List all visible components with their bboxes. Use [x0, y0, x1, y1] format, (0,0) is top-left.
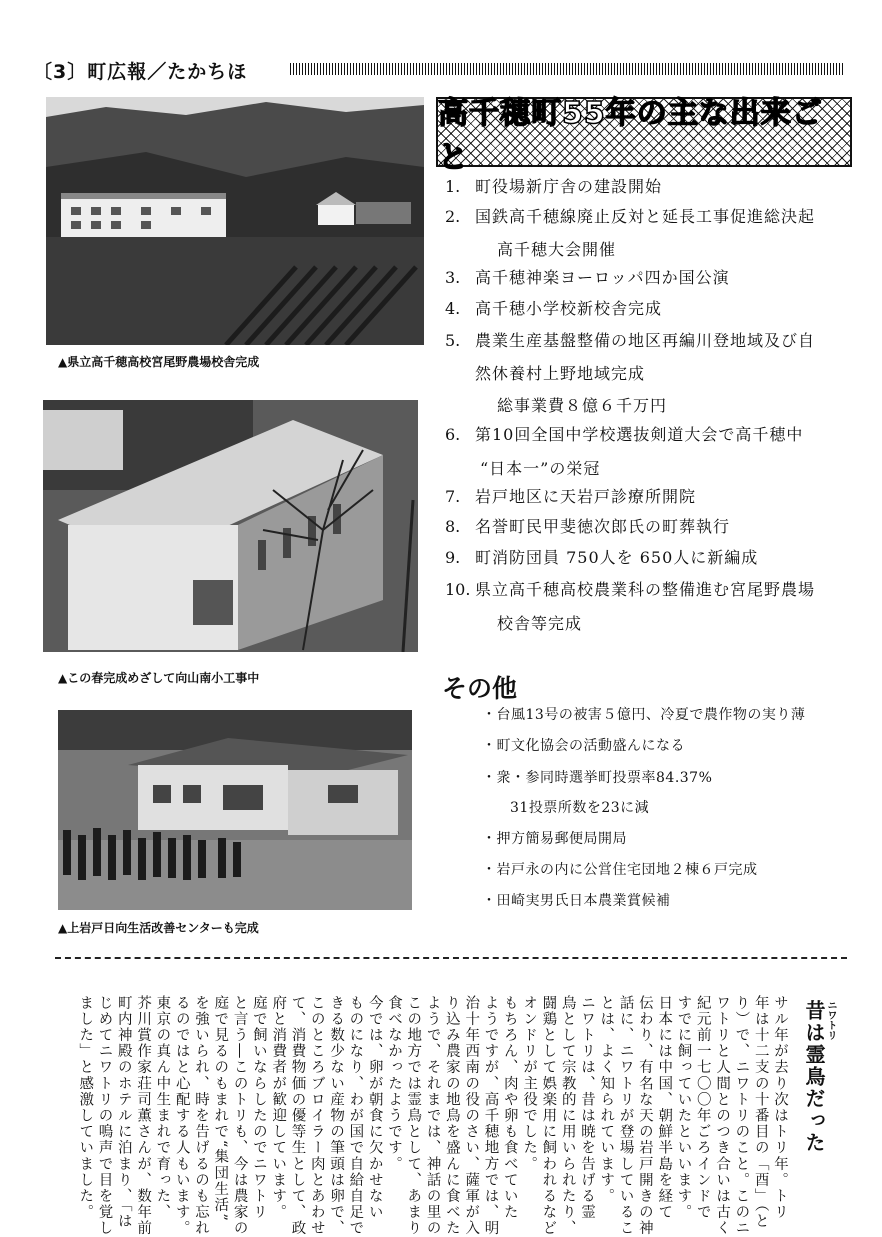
other-item: ・押方簡易郵便局開局 — [482, 831, 627, 847]
column-line: 鳥として宗教的に用いられたり、 — [559, 995, 576, 1237]
column-line: を強いられ、時を告げるのも忘れ — [193, 995, 209, 1237]
event-continuation: 然休養村上野地域完成 — [475, 364, 646, 383]
event-item — [445, 299, 865, 319]
event-text: 岩戸地区に天岩戸診療所開院 — [475, 487, 697, 506]
photo-life-center — [58, 710, 412, 910]
photo-life-center-image — [58, 710, 412, 910]
event-number: 3. — [445, 268, 461, 287]
event-item — [445, 268, 865, 288]
event-item — [445, 580, 865, 600]
event-text: 町消防団員 750人を 650人に新編成 — [475, 548, 759, 567]
photo-farm-school-image — [46, 97, 424, 345]
photo-school-construction-image — [43, 400, 418, 652]
event-number: 9. — [445, 548, 461, 567]
column-line: 庭で飼いならしたのでニワトリ — [250, 995, 267, 1221]
event-number: 10. — [445, 580, 471, 599]
column-title-ruby: ニワトリ — [825, 1000, 836, 1040]
column-line: ワトリと人間とのつき合いは古く — [714, 995, 731, 1237]
column-line: サル年が去り次はトリ年。トリ — [772, 995, 788, 1221]
photo-school-construction — [43, 400, 418, 652]
column-line: とは、よく知られています。 — [598, 995, 615, 1205]
other-item: ・台風13号の被害５億円、冷夏で農作物の実り薄 — [482, 707, 806, 723]
column-line: 伝わり、有名な天の岩戸開きの神 — [636, 995, 653, 1237]
column-line: ニワトリは、昔は暁を告げる霊 — [579, 995, 595, 1221]
events-title-box — [436, 96, 852, 175]
photo-farm-school — [46, 97, 424, 345]
column-line: と言う―このトリも、今は農家の — [231, 995, 248, 1237]
column-line: この地方では霊鳥として、あまり — [405, 995, 422, 1237]
event-item — [445, 517, 865, 537]
column-line: オンドリが主役でした。 — [521, 995, 538, 1173]
event-text: 名誉町民甲斐徳次郎氏の町葬執行 — [475, 517, 731, 536]
other-item: ・田崎実男氏日本農業賞候補 — [482, 893, 671, 909]
page-header: 〔3〕町広報／たかちほ — [33, 61, 248, 83]
event-continuation: “日本一”の栄冠 — [480, 459, 601, 478]
column-line: 今では、卵が朝食に欠かせない — [366, 995, 383, 1221]
column-line: 庭で見るのもまれで“集団生活” — [212, 995, 229, 1223]
event-continuation: 高千穂大会開催 — [497, 240, 617, 259]
column-line: 町内神殿のホテルに泊まり、「は — [115, 995, 132, 1230]
other-section-title: その他 — [442, 674, 518, 703]
column-line: 話に、ニワトリが登場しているこ — [617, 995, 634, 1237]
column-line: 年は十二支の十番目の「酉」（と — [752, 995, 769, 1230]
column-line: 日本には中国、朝鮮半島を経て — [656, 995, 673, 1221]
event-item — [445, 425, 865, 445]
column-line: じめてニワトリの鳴声で目を覚し — [96, 995, 113, 1237]
other-item: ・岩戸永の内に公営住宅団地２棟６戸完成 — [482, 862, 758, 878]
event-text: 町役場新庁舎の建設開始 — [475, 177, 663, 196]
column-line: すでに飼っていたといいます。 — [675, 995, 692, 1221]
column-line: ようですが、高千穂地方では、明 — [482, 995, 499, 1237]
event-item — [445, 177, 865, 197]
other-item: ・衆・参同時選挙町投票率84.37% — [482, 770, 713, 786]
event-number: 2. — [445, 207, 461, 226]
column-line: ものになり、わが国で自給自足で — [347, 995, 364, 1237]
event-item — [445, 548, 865, 568]
event-number: 4. — [445, 299, 461, 318]
section-divider — [55, 957, 847, 959]
column-line: り）で、ニワトリのこと。このニ — [733, 995, 750, 1237]
column-line: 紀元前一七〇〇年ごろインドで — [694, 995, 711, 1221]
header-rule — [290, 63, 845, 75]
event-text: 第10回全国中学校選抜剣道大会で高千穂中 — [475, 425, 804, 444]
column-line: 闘鶏として娯楽用に飼われるなど — [540, 995, 557, 1237]
event-number: 1. — [445, 177, 461, 196]
event-number: 6. — [445, 425, 461, 444]
event-number: 8. — [445, 517, 461, 536]
event-number: 7. — [445, 487, 461, 506]
column-line: このところブロイラー肉とあわせ — [308, 995, 325, 1237]
event-item — [445, 487, 865, 507]
column-line: ました」と感激していました。 — [77, 995, 94, 1221]
column-line: 治十年西南の役のさい、薩軍が入 — [463, 995, 480, 1237]
event-number: 5. — [445, 331, 461, 350]
column-line: 食べなかったようです。 — [386, 995, 402, 1173]
column-line: 芥川賞作家荘司薫さんが、数年前 — [135, 995, 152, 1237]
event-continuation: 校舎等完成 — [497, 614, 583, 633]
column-line: るのではと心配する人もいます。 — [173, 995, 190, 1237]
event-text: 農業生産基盤整備の地区再編川登地域及び自 — [475, 331, 816, 350]
event-continuation: 総事業費８億６千万円 — [497, 396, 668, 415]
event-item — [445, 207, 865, 227]
other-item: 31投票所数を23に減 — [510, 800, 650, 816]
other-item: ・町文化協会の活動盛んになる — [482, 738, 685, 754]
photo-caption-2: ▲この春完成めざして向山南小工事中 — [58, 671, 260, 685]
column-line: きる数少ない産物の筆頭は卵で、 — [328, 995, 345, 1237]
event-text: 国鉄高千穂線廃止反対と延長工事促進総決起 — [475, 207, 816, 226]
column-line: て、消費物価の優等生として、政 — [289, 995, 306, 1237]
column-line: 東京の真ん中生まれで育った、 — [154, 995, 171, 1221]
column-line: 府と消費者が歓迎しています。 — [270, 995, 287, 1221]
column-line: もちろん、肉や卵も食べていた — [501, 995, 518, 1221]
event-item — [445, 331, 865, 351]
event-text: 高千穂小学校新校舎完成 — [475, 299, 663, 318]
column-line: ようで、それまでは、神話の里の — [424, 995, 441, 1237]
column-title: 昔は霊鳥だった — [802, 1000, 826, 1154]
photo-caption-3: ▲上岩戸日向生活改善センターも完成 — [58, 921, 259, 935]
column-line: り込み農家の地鳥を盛んに食べた — [443, 995, 460, 1237]
event-text: 高千穂神楽ヨーロッパ四か国公演 — [475, 268, 730, 287]
event-text: 県立高千穂高校農業科の整備進む宮尾野農場 — [475, 580, 816, 599]
events-title: 高千穂町55年の主な出来ごと — [438, 96, 823, 175]
photo-caption-1: ▲県立高千穂高校宮尾野農場校舎完成 — [58, 355, 260, 369]
